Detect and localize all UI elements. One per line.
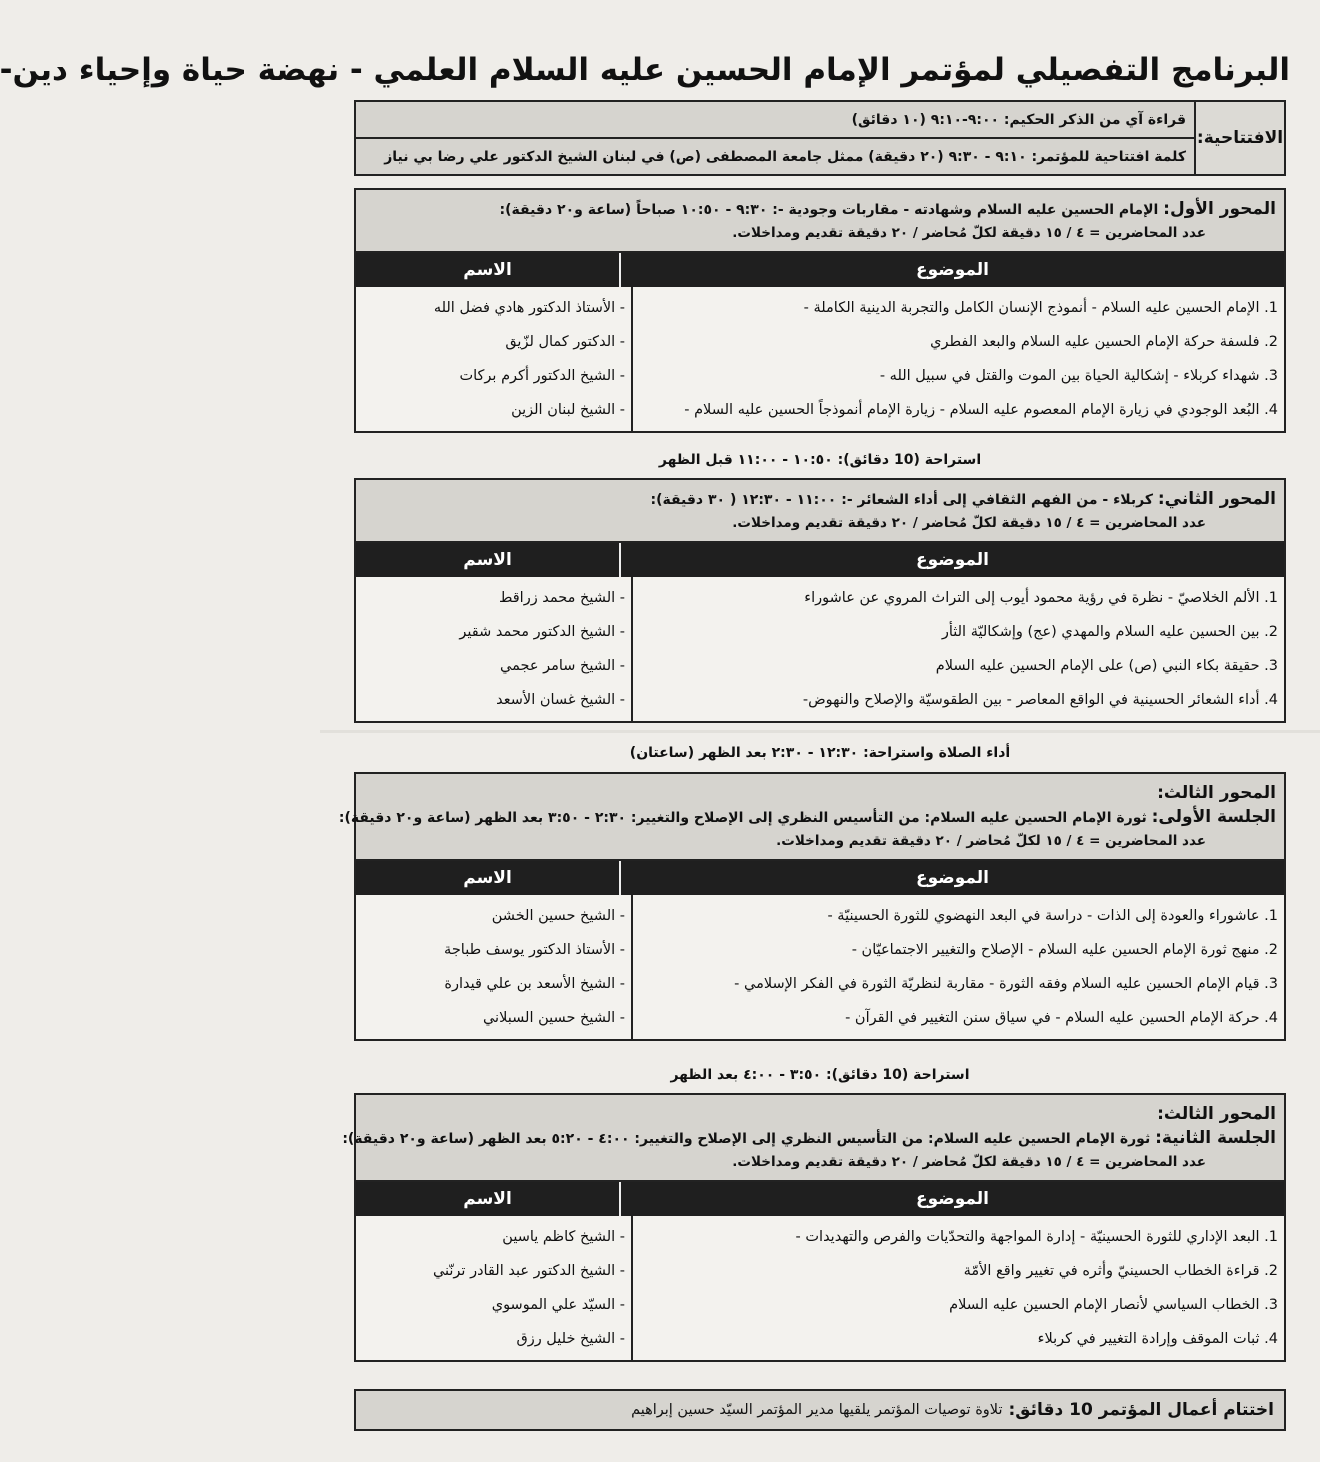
- break-1: استراحة (10 دقائق): ١٠:٥٠ - ١١:٠٠ قبل الظهر: [658, 452, 982, 468]
- axis3-session1-section: [338, 772, 1286, 1041]
- list-item: 2. قراءة الخطاب الحسينيّ وأثره في تغيير واقع الأمّة: [963, 1263, 1278, 1279]
- axis3b-column-header: [356, 1182, 1284, 1216]
- axis3b-session-label: الجلسة الثانية:: [1155, 1128, 1276, 1148]
- closing-section: [354, 1389, 1286, 1431]
- list-item: 3. قيام الإمام الحسين عليه السلام وفقه الثورة - مقاربة لنظريّة الثورة في الفكر الإسلامي -: [734, 976, 1278, 992]
- axis2-column-header: [356, 543, 1284, 577]
- topic-column-header: الموضوع: [916, 550, 989, 570]
- closing-text: تلاوة توصيات المؤتمر يلقيها مدير المؤتمر السيّد حسين إبراهيم: [631, 1402, 1003, 1418]
- speaker-name: - الشيخ حسين الخشن: [491, 908, 625, 924]
- list-item: 2. منهج ثورة الإمام الحسين عليه السلام - الإصلاح والتغيير الاجتماعيّان -: [851, 942, 1278, 958]
- axis1-count: عدد المحاضرين = ٤ / ١٥ دقيقة لكلّ مُحاضر / ٢٠ دقيقة تقديم ومداخلات.: [732, 225, 1206, 241]
- axis3-session2-section: [342, 1093, 1286, 1362]
- speaker-name: - السيّد علي الموسوي: [491, 1297, 625, 1313]
- list-item: 4. البُعد الوجودي في زيارة الإمام المعصوم عليه السلام - زيارة الإمام أنموذجاً الحسين عليه السلام -: [684, 402, 1278, 418]
- speaker-name: - الشيخ غسان الأسعد: [496, 692, 625, 708]
- opening-section: [354, 100, 1286, 176]
- axis3a-heading: ثورة الإمام الحسين عليه السلام: من التأسيس النظري إلى الإصلاح والتغيير: ٢:٣٠ - ٣:٥٠ بعد الظهر (ساعة و٢٠ دقيقة):: [338, 810, 1147, 826]
- speaker-name: - الشيخ حسين السبلاني: [482, 1010, 625, 1026]
- speaker-name: - الشيخ كاظم ياسين: [502, 1229, 625, 1245]
- name-column-header: الاسم: [356, 543, 621, 577]
- list-item: 2. فلسفة حركة الإمام الحسين عليه السلام والبعد الفطري: [930, 334, 1278, 350]
- axis3a-count: عدد المحاضرين = ٤ / ١٥ لكلّ مُحاضر / ٢٠ دقيقة تقديم ومداخلات.: [776, 833, 1206, 849]
- opening-speech-line: كلمة افتتاحية للمؤتمر: ٩:١٠ - ٩:٣٠ (٢٠ دقيقة) ممثل جامعة المصطفى (ص) في لبنان الشيخ الدكتور علي رضا بي نياز: [356, 137, 1194, 174]
- list-item: 3. الخطاب السياسي لأنصار الإمام الحسين عليه السلام: [949, 1297, 1278, 1313]
- speaker-name: - الشيخ لبنان الزين: [511, 402, 625, 418]
- axis2-heading: كربلاء - من الفهم الثقافي إلى أداء الشعائر -: ١١:٠٠ - ١٢:٣٠ ( ٣٠ دقيقة):: [650, 492, 1153, 508]
- list-item: 1. الألم الخلاصيّ - نظرة في رؤية محمود أيوب إلى التراث المروي عن عاشوراء: [804, 590, 1278, 606]
- opening-label: الافتتاحية:: [1194, 102, 1284, 174]
- axis1-heading: الإمام الحسين عليه السلام وشهادته - مقاربات وجودية -: ٩:٣٠ - ١٠:٥٠ صباحاً (ساعة و٢٠ دقيقة):: [499, 202, 1159, 218]
- break-2: أداء الصلاة واستراحة: ١٢:٣٠ - ٢:٣٠ بعد الظهر (ساعتان): [629, 745, 1011, 761]
- list-item: 4. أداء الشعائر الحسينية في الواقع المعاصر - بين الطقوسيّة والإصلاح والنهوض-: [802, 692, 1278, 708]
- axis2-count: عدد المحاضرين = ٤ / ١٥ دقيقة لكلّ مُحاضر / ٢٠ دقيقة تقديم ومداخلات.: [732, 515, 1206, 531]
- list-item: 4. ثبات الموقف وإرادة التغيير في كربلاء: [1037, 1331, 1278, 1347]
- axis3a-header: [338, 774, 1284, 861]
- page-title: البرنامج التفصيلي لمؤتمر الإمام الحسين عليه السلام العلمي - نهضة حياة وإحياء دين-: [0, 52, 1290, 88]
- speaker-name: - الأستاذ الدكتور هادي فضل الله: [433, 300, 625, 316]
- list-item: 1. عاشوراء والعودة إلى الذات - دراسة في البعد النهضوي للثورة الحسينيّة -: [827, 908, 1278, 924]
- topic-column-header: الموضوع: [916, 260, 989, 280]
- closing-label: اختتام أعمال المؤتمر 10 دقائق:: [1008, 1400, 1274, 1420]
- opening-quran-line: قراءة آي من الذكر الحكيم: ٩:٠٠-٩:١٠ (١٠ دقائق): [356, 102, 1194, 137]
- axis3b-count: عدد المحاضرين = ٤ / ١٥ دقيقة لكلّ مُحاضر / ٢٠ دقيقة تقديم ومداخلات.: [732, 1154, 1206, 1170]
- speaker-name: - الدكتور كمال لزّيق: [505, 334, 625, 350]
- speaker-name: - الشيخ الأسعد بن علي قيدارة: [444, 976, 625, 992]
- topic-column-header: الموضوع: [916, 1189, 989, 1209]
- paper-fold: [320, 730, 1320, 733]
- speaker-name: - الأستاذ الدكتور يوسف طباجة: [444, 942, 625, 958]
- speaker-name: - الشيخ الدكتور محمد شقير: [459, 624, 625, 640]
- speaker-name: - الشيخ الدكتور عبد القادر ترنّني: [432, 1263, 625, 1279]
- axis2-label: المحور الثاني:: [1157, 489, 1276, 509]
- axis3b-heading: ثورة الإمام الحسين عليه السلام: من التأسيس النظري إلى الإصلاح والتغيير: ٤:٠٠ - ٥:٢٠ بعد الظهر (ساعة و٢٠ دقيقة):: [342, 1131, 1151, 1147]
- axis1-label: المحور الأول:: [1163, 199, 1276, 219]
- list-item: 1. الإمام الحسين عليه السلام - أنموذج الإنسان الكامل والتجربة الدينية الكاملة -: [803, 300, 1278, 316]
- list-item: 3. شهداء كربلاء - إشكالية الحياة بين الموت والقتل في سبيل الله -: [879, 368, 1278, 384]
- list-item: 1. البعد الإداري للثورة الحسينيّة - إدارة المواجهة والتحدّيات والفرص والتهديدات -: [795, 1229, 1278, 1245]
- name-column-header: الاسم: [356, 861, 621, 895]
- axis1-header: [356, 190, 1284, 253]
- axis3a-column-header: [356, 861, 1284, 895]
- list-item: 2. بين الحسين عليه السلام والمهدي (عج) وإشكاليّة الثأر: [941, 624, 1278, 640]
- list-item: 4. حركة الإمام الحسين عليه السلام - في سياق سنن التغيير في القرآن -: [845, 1010, 1278, 1026]
- break-3: استراحة (10 دقائق): ٣:٥٠ - ٤:٠٠ بعد الظهر: [670, 1067, 970, 1083]
- speaker-name: - الشيخ محمد زراقط: [498, 590, 625, 606]
- list-item: 3. حقيقة بكاء النبي (ص) على الإمام الحسين عليه السلام: [935, 658, 1278, 674]
- speaker-name: - الشيخ خليل رزق: [516, 1331, 625, 1347]
- axis2-header: [356, 480, 1284, 543]
- axis1-section: [354, 188, 1286, 433]
- name-column-header: الاسم: [356, 253, 621, 287]
- axis3b-header: [342, 1095, 1284, 1182]
- axis1-column-header: [356, 253, 1284, 287]
- axis2-section: [354, 478, 1286, 723]
- topic-column-header: الموضوع: [916, 868, 989, 888]
- speaker-name: - الشيخ الدكتور أكرم بركات: [459, 368, 625, 384]
- axis3b-label: المحور الثالث:: [1157, 1104, 1276, 1124]
- name-column-header: الاسم: [356, 1182, 621, 1216]
- speaker-name: - الشيخ سامر عجمي: [500, 658, 625, 674]
- axis3a-session-label: الجلسة الأولى:: [1151, 807, 1276, 827]
- axis3a-label: المحور الثالث:: [1157, 783, 1276, 803]
